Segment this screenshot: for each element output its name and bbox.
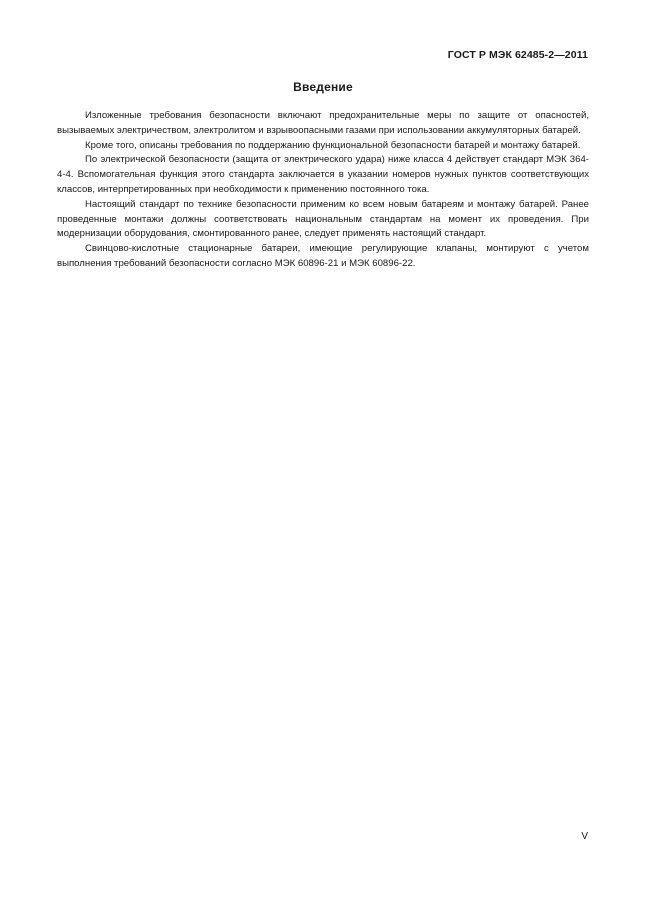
page-number: V	[581, 831, 588, 842]
paragraph-1: Изложенные требования безопасности включают предохранительные меры по защите от опасностей, вызываемых электричеством, электролитом и взрывоопасными газами при использовании аккумуляторных батарей.	[57, 110, 589, 136]
paragraph-4: Настоящий стандарт по технике безопасности применим ко всем новым батареям и монтажу батарей. Ранее проведенные монтажи должны соответствовать национальным стандартам на момент их проведения. При модернизации оборудования, смонтированного ранее, следует применять настоящий стандарт.	[57, 198, 589, 240]
document-standard-code: ГОСТ Р МЭК 62485-2—2011	[447, 49, 588, 61]
introduction-body	[57, 109, 589, 272]
section-title: Введение	[293, 80, 353, 94]
paragraph-3: По электрической безопасности (защита от электрического удара) ниже класса 4 действует стандарт МЭК 364-4-4. Вспомогательная функция этого стандарта заключается в указании номеров нужных пунктов соответствующих классов, интерпретированных при необходимости к применению постоянного тока.	[57, 154, 589, 195]
paragraph-2: Кроме того, описаны требования по поддержанию функциональной безопасности батарей и монтажу батарей.	[85, 139, 581, 151]
paragraph-5: Свинцово-кислотные стационарные батареи, имеющие регулирующие клапаны, монтируют с учетом выполнения требований безопасности согласно МЭК 60896-21 и МЭК 60896-22.	[57, 243, 589, 269]
